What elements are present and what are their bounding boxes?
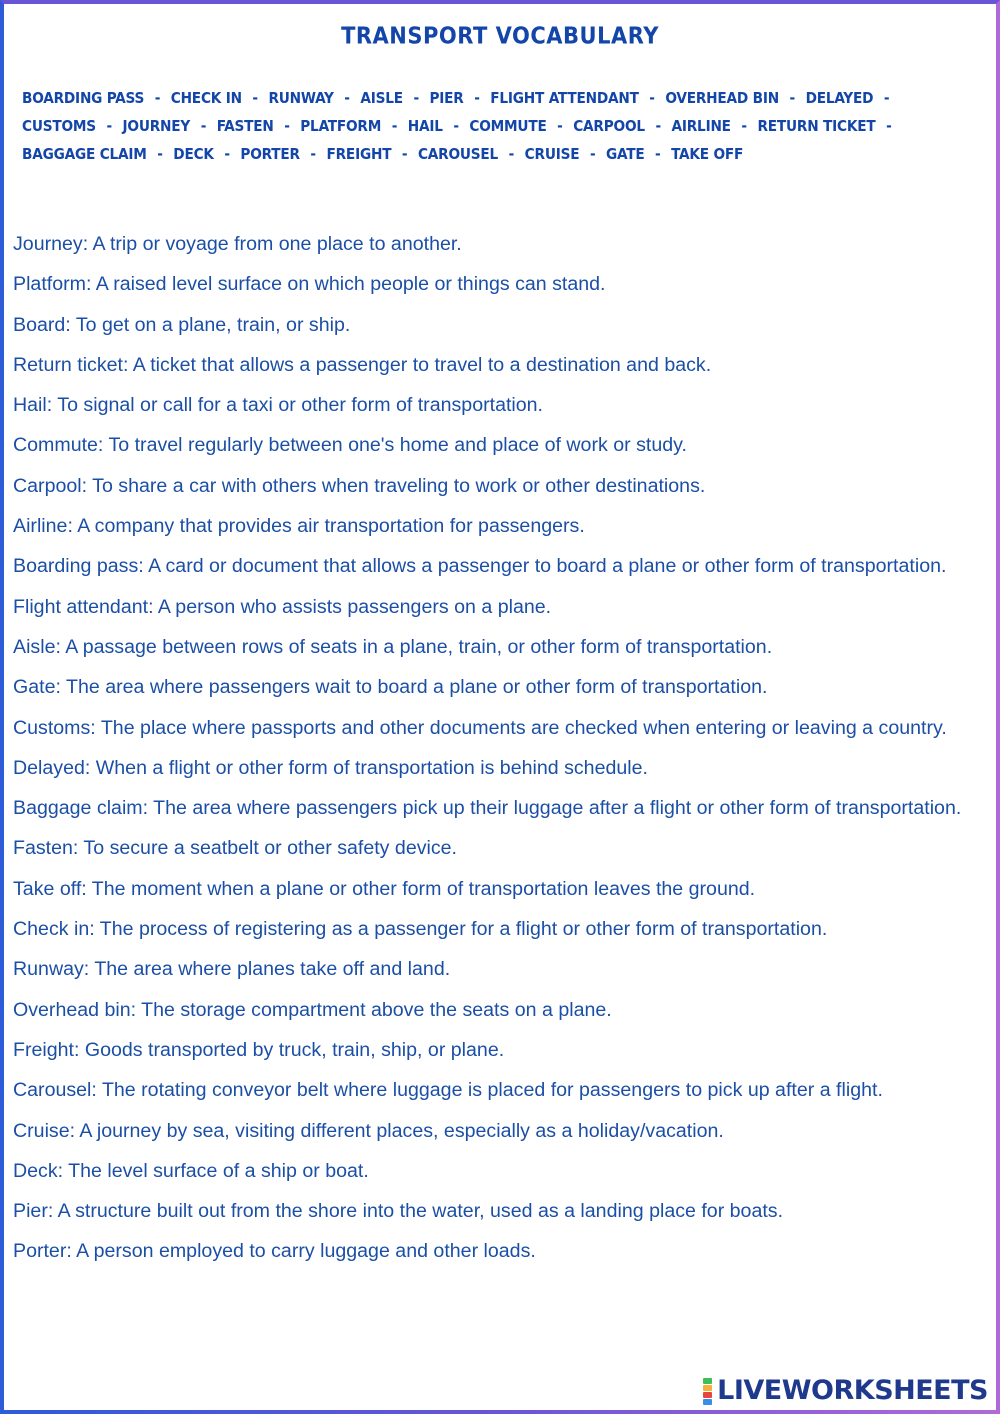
word-bank-term: BOARDING PASS xyxy=(22,89,145,107)
word-bank-term: CARPOOL xyxy=(573,117,645,135)
word-bank-term: DELAYED xyxy=(805,89,874,107)
word-bank-separator: - xyxy=(649,89,655,107)
word-bank-term: AISLE xyxy=(360,89,403,107)
word-bank-term: CUSTOMS xyxy=(22,117,96,135)
word-bank-separator: - xyxy=(789,89,796,107)
word-bank-separator: - xyxy=(200,117,207,135)
word-bank-term: HAIL xyxy=(407,117,443,135)
definition-item: Pier: A structure built out from the shore into the water, used as a landing place for boats. xyxy=(13,1200,784,1223)
logo-text: LIVEWORKSHEETS xyxy=(717,1375,988,1406)
word-bank-separator: - xyxy=(508,145,515,163)
word-bank-separator: - xyxy=(401,145,408,163)
definition-item: Freight: Goods transported by truck, train, ship, or plane. xyxy=(13,1038,505,1061)
word-bank-separator: - xyxy=(154,89,161,107)
word-bank-term: RETURN TICKET xyxy=(757,117,876,135)
logo-badge-tile xyxy=(703,1399,712,1405)
definition-item: Deck: The level surface of a ship or boat. xyxy=(13,1159,369,1182)
logo-badge-icon xyxy=(703,1378,712,1405)
word-bank-term: TAKE OFF xyxy=(671,145,744,163)
definition-item: Carpool: To share a car with others when traveling to work or other destinations. xyxy=(13,474,706,497)
word-bank-separator: - xyxy=(883,89,890,107)
word-bank-term: PIER xyxy=(429,89,464,107)
definition-item: Porter: A person employed to carry luggage and other loads. xyxy=(13,1240,536,1263)
word-bank-separator: - xyxy=(157,145,163,163)
word-bank-term: BAGGAGE CLAIM xyxy=(22,145,147,163)
word-bank-term: CRUISE xyxy=(524,145,580,163)
definition-item: Cruise: A journey by sea, visiting different places, especially as a holiday/vacation. xyxy=(13,1119,724,1142)
word-bank-separator: - xyxy=(453,117,459,135)
word-bank-separator: - xyxy=(310,145,316,163)
word-bank-term: PLATFORM xyxy=(300,117,382,135)
word-bank-term: OVERHEAD BIN xyxy=(665,89,779,107)
word-bank-term: COMMUTE xyxy=(469,117,547,135)
word-bank-term: AIRLINE xyxy=(671,117,731,135)
word-bank-term: FASTEN xyxy=(216,117,274,135)
word-bank-separator: - xyxy=(655,117,661,135)
definition-item: Runway: The area where planes take off and land. xyxy=(13,958,451,981)
definition-item: Overhead bin: The storage compartment above the seats on a plane. xyxy=(13,998,612,1021)
definition-item: Carousel: The rotating conveyor belt where luggage is placed for passengers to pick up after a flight. xyxy=(13,1079,883,1102)
word-bank-term: DECK xyxy=(173,145,214,163)
word-bank-term: FREIGHT xyxy=(326,145,392,163)
definition-item: Return ticket: A ticket that allows a passenger to travel to a destination and back. xyxy=(13,353,712,376)
definition-item: Board: To get on a plane, train, or ship. xyxy=(13,313,351,336)
definition-item: Boarding pass: A card or document that allows a passenger to board a plane or other form of transportation. xyxy=(13,555,947,578)
top-border xyxy=(0,0,1000,4)
definition-item: Fasten: To secure a seatbelt or other safety device. xyxy=(13,837,458,860)
bottom-border xyxy=(0,1410,1000,1414)
word-bank-separator: - xyxy=(106,117,112,135)
word-bank-separator: - xyxy=(284,117,290,135)
word-bank-separator: - xyxy=(391,117,398,135)
definition-item: Baggage claim: The area where passengers pick up their luggage after a flight or other form of transportation. xyxy=(13,797,962,820)
word-bank-separator: - xyxy=(344,89,350,107)
word-bank-separator: - xyxy=(252,89,258,107)
logo-badge-tile xyxy=(703,1392,712,1398)
page-title: TRANSPORT VOCABULARY xyxy=(341,23,659,49)
word-bank-separator: - xyxy=(655,145,661,163)
word-bank-term: CHECK IN xyxy=(170,89,242,107)
logo-badge-tile xyxy=(703,1378,712,1384)
logo-badge-tile xyxy=(703,1385,712,1391)
word-bank-separator: - xyxy=(413,89,419,107)
definition-item: Delayed: When a flight or other form of transportation is behind schedule. xyxy=(13,756,648,779)
word-bank-term: GATE xyxy=(605,145,645,163)
definition-item: Journey: A trip or voyage from one place to another. xyxy=(13,233,462,255)
definition-item: Customs: The place where passports and other documents are checked when entering or leaving a country. xyxy=(13,716,947,739)
liveworksheets-logo xyxy=(703,1376,988,1406)
word-bank-separator: - xyxy=(224,145,230,163)
definition-item: Platform: A raised level surface on which people or things can stand. xyxy=(13,273,606,296)
word-bank-separator: - xyxy=(886,117,892,135)
word-bank-term: CAROUSEL xyxy=(417,145,499,163)
word-bank-term: JOURNEY xyxy=(122,117,191,135)
word-bank-separator: - xyxy=(589,145,596,163)
word-bank-separator: - xyxy=(741,117,747,135)
word-bank-term: RUNWAY xyxy=(268,89,334,107)
definition-item: Commute: To travel regularly between one's home and place of work or study. xyxy=(13,434,687,457)
definition-item: Flight attendant: A person who assists passengers on a plane. xyxy=(13,595,552,618)
definition-item: Gate: The area where passengers wait to board a plane or other form of transportation. xyxy=(13,676,768,699)
word-bank-separator: - xyxy=(557,117,563,135)
definition-item: Hail: To signal or call for a taxi or other form of transportation. xyxy=(13,394,543,417)
definition-item: Take off: The moment when a plane or other form of transportation leaves the ground. xyxy=(13,877,756,900)
word-bank-term: FLIGHT ATTENDANT xyxy=(490,89,639,107)
definition-item: Aisle: A passage between rows of seats in a plane, train, or other form of transportation. xyxy=(13,635,773,658)
word-bank-separator: - xyxy=(474,89,480,107)
definitions-list xyxy=(13,224,993,1272)
word-bank-term: PORTER xyxy=(240,145,300,163)
definition-item: Check in: The process of registering as a passenger for a flight or other form of transportation. xyxy=(13,918,828,941)
word-bank xyxy=(22,84,952,168)
definition-item: Airline: A company that provides air transportation for passengers. xyxy=(13,515,585,538)
